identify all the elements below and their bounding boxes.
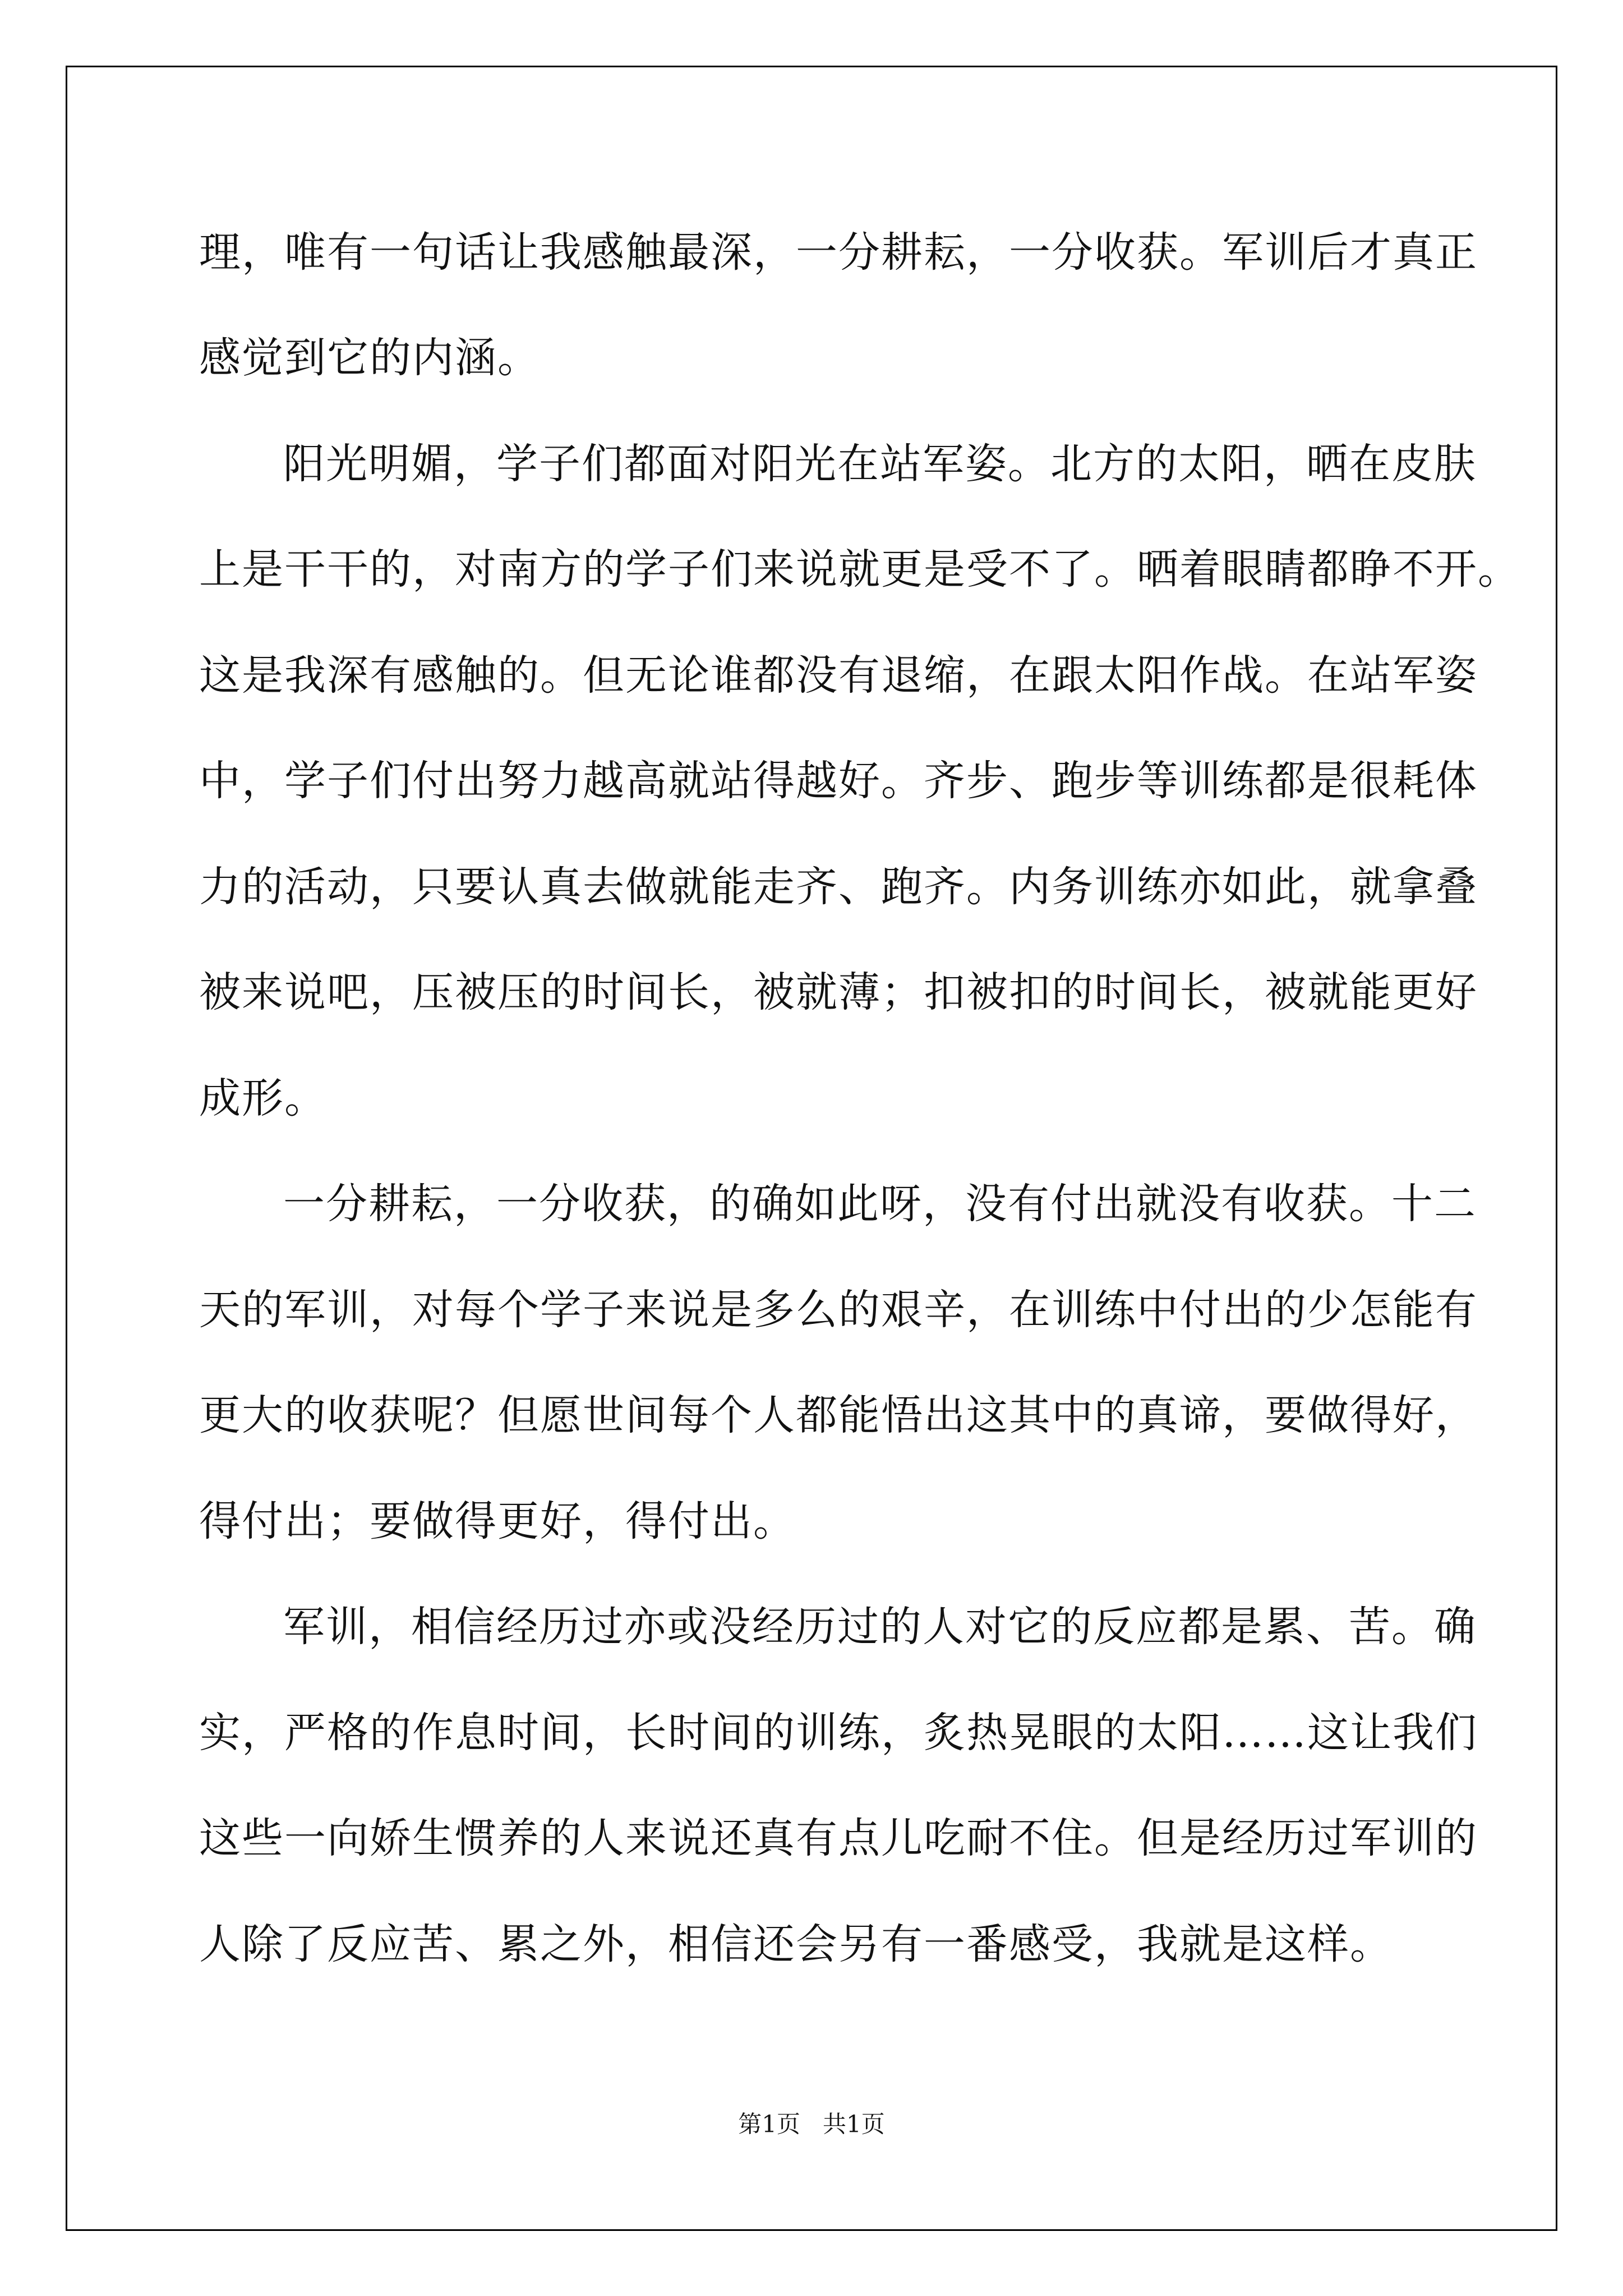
text-line: 得付出；要做得更好，得付出。 (199, 1497, 796, 1545)
page-number-footer: 第1页 共1页 (738, 2110, 885, 2138)
text-line: 成形。 (199, 1074, 327, 1122)
text-line: 这些一向娇生惯养的人来说还真有点儿吃耐不住。但是经历过军训的 (199, 1814, 1478, 1862)
text-line: 阳光明媚，学子们都面对阳光在站军姿。北方的太阳，晒在皮肤 (283, 440, 1477, 488)
text-line: 天的军训，对每个学子来说是多么的艰辛，在训练中付出的少怎能有 (199, 1286, 1478, 1334)
text-line: 一分耕耘，一分收获，的确如此呀，没有付出就没有收获。十二 (283, 1180, 1477, 1228)
text-line: 被来说吧，压被压的时间长，被就薄；扣被扣的时间长，被就能更好 (199, 968, 1478, 1016)
text-line: 实，严格的作息时间，长时间的训练，炙热晃眼的太阳……这让我们 (199, 1709, 1478, 1757)
text-line: 理，唯有一句话让我感触最深，一分耕耘，一分收获。军训后才真正 (199, 228, 1478, 277)
text-line: 更大的收获呢？但愿世间每个人都能悟出这其中的真谛，要做得好， (199, 1391, 1478, 1439)
text-line: 军训，相信经历过亦或没经历过的人对它的反应都是累、苦。确 (283, 1603, 1477, 1651)
text-line: 人除了反应苦、累之外，相信还会另有一番感受，我就是这样。 (199, 1920, 1393, 1968)
text-line: 力的活动，只要认真去做就能走齐、跑齐。内务训练亦如此，就拿叠 (199, 863, 1478, 911)
text-line: 这是我深有感触的。但无论谁都没有退缩，在跟太阳作战。在站军姿 (199, 651, 1478, 700)
text-line: 感觉到它的内涵。 (199, 334, 540, 382)
page-border (66, 66, 1557, 2231)
text-line: 中，学子们付出努力越高就站得越好。齐步、跑步等训练都是很耗体 (199, 757, 1478, 805)
text-line: 上是干干的，对南方的学子们来说就更是受不了。晒着眼睛都睁不开。 (199, 545, 1520, 593)
